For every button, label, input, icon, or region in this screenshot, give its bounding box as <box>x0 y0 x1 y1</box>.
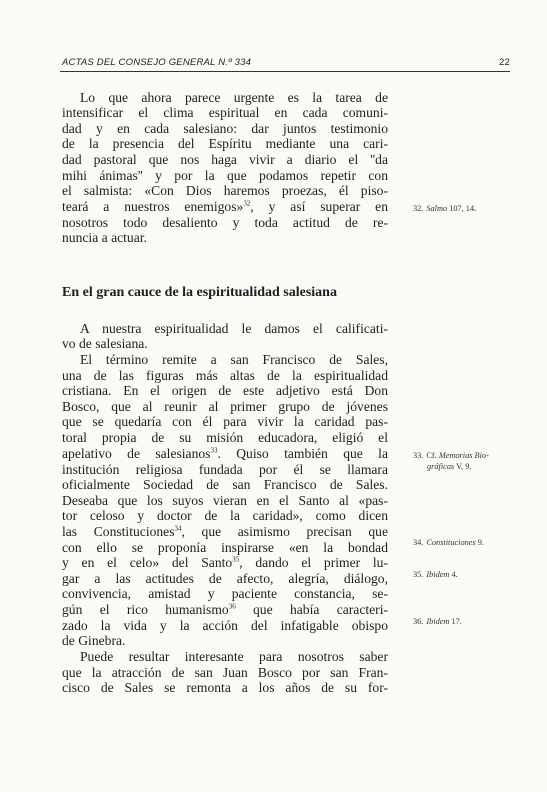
running-title: ACTAS DEL CONSEJO GENERAL N.º 334 <box>62 57 252 68</box>
text-line: una de las figuras más altas de la espiritualidad <box>62 368 388 383</box>
text-run: las Constituciones <box>62 524 175 539</box>
text-line: Lo que ahora parece urgente es la tarea de <box>80 90 388 105</box>
text-run: apelativo de salesianos <box>62 446 211 461</box>
footnote-36: 36. Ibidem 17. <box>413 617 462 626</box>
footnote-ref: 36 <box>228 602 236 611</box>
text-run: , dando el primer lu- <box>239 555 388 570</box>
text-line: con ello se proponía inspirarse «en la bondad <box>62 540 388 555</box>
text-line: A nuestra espiritualidad le damos el calificati- <box>80 321 388 336</box>
text-line: intensificar el clima espiritual en cada comuni- <box>62 105 388 120</box>
text-line: Bosco, que al reunir al primer grupo de jóvenes <box>62 399 388 414</box>
text-line: toral propia de su misión educadora, eligió el <box>62 430 388 445</box>
text-line: convivencia, amistad y paciente constancia, se- <box>62 586 388 601</box>
text-line: Puede resultar interesante para nosotros saber <box>80 649 388 664</box>
text-line: cisco de Sales se remonta a los años de su for- <box>62 680 388 695</box>
text-line: de la presencia del Espíritu mediante una cari- <box>62 136 388 151</box>
text-run: . Quiso también que la <box>217 446 388 461</box>
text-line: dad y en cada salesiano: dar juntos testimonio <box>62 121 388 136</box>
text-line: nosotros todo desaliento y toda actitud de re- <box>62 215 388 230</box>
text-run: gún el rico humanismo <box>62 602 229 617</box>
text-line: el salmista: «Con Dios haremos proezas, él piso- <box>62 183 388 198</box>
text-line: institución religiosa fundada por él se llamara <box>62 462 388 477</box>
text-line: vo de salesiana. <box>62 336 148 351</box>
text-run: que había caracteri- <box>235 602 388 617</box>
running-header <box>60 55 510 72</box>
text-line: dad pastoral que nos haga vivir a diario el ''da <box>62 152 388 167</box>
text-line: que la atracción de san Juan Bosco por san Fran- <box>62 665 388 680</box>
text-line: de Ginebra. <box>62 633 126 648</box>
footnote-32: 32. Salmo 107, 14. <box>413 204 477 213</box>
footnote-ref: 32 <box>243 199 251 208</box>
text-run: y en el celo» del Santo <box>62 555 233 570</box>
footnote-ref: 34 <box>174 524 182 533</box>
footnote-34: 34. Constituciones 9. <box>413 538 485 547</box>
footnote-ref: 35 <box>232 555 240 564</box>
text-run: , que asimismo precisan que <box>181 524 388 539</box>
text-line: gar a las actitudes de afecto, alegría, diálogo, <box>62 571 388 586</box>
text-line <box>62 199 388 214</box>
text-run: , y así superar en <box>250 199 388 214</box>
text-line <box>62 555 388 570</box>
text-line: que se quedaría con él para vivir la caridad pas- <box>62 414 388 429</box>
text-line <box>62 602 388 617</box>
text-line: cristiana. En el origen de este adjetivo está Don <box>62 383 388 398</box>
text-line: El término remite a san Francisco de Sales, <box>80 352 388 367</box>
footnote-33: 33. Cf. Memorias Bio- gráficas V, 9. <box>413 451 489 471</box>
text-run: teará a nuestros enemigos» <box>62 199 244 214</box>
page-number: 22 <box>499 57 510 68</box>
footnote-ref: 33 <box>210 446 218 455</box>
footnote-35: 35. Ibidem 4. <box>413 570 458 579</box>
text-line: nuncia a actuar. <box>62 230 147 245</box>
section-heading: En el gran cauce de la espiritualidad salesiana <box>62 285 337 300</box>
text-line <box>62 524 388 539</box>
text-line: Deseaba que los suyos vieran en el Santo al «pas- <box>62 493 388 508</box>
text-line: tor celoso y doctor de la caridad», como dicen <box>62 508 388 523</box>
text-line: zado la vida y la acción del infatigable obispo <box>62 618 388 633</box>
text-line <box>62 446 388 461</box>
text-line: mihi ánimas'' y por la que podamos repetir con <box>62 168 388 183</box>
text-line: oficialmente Sociedad de san Francisco de Sales. <box>62 477 388 492</box>
